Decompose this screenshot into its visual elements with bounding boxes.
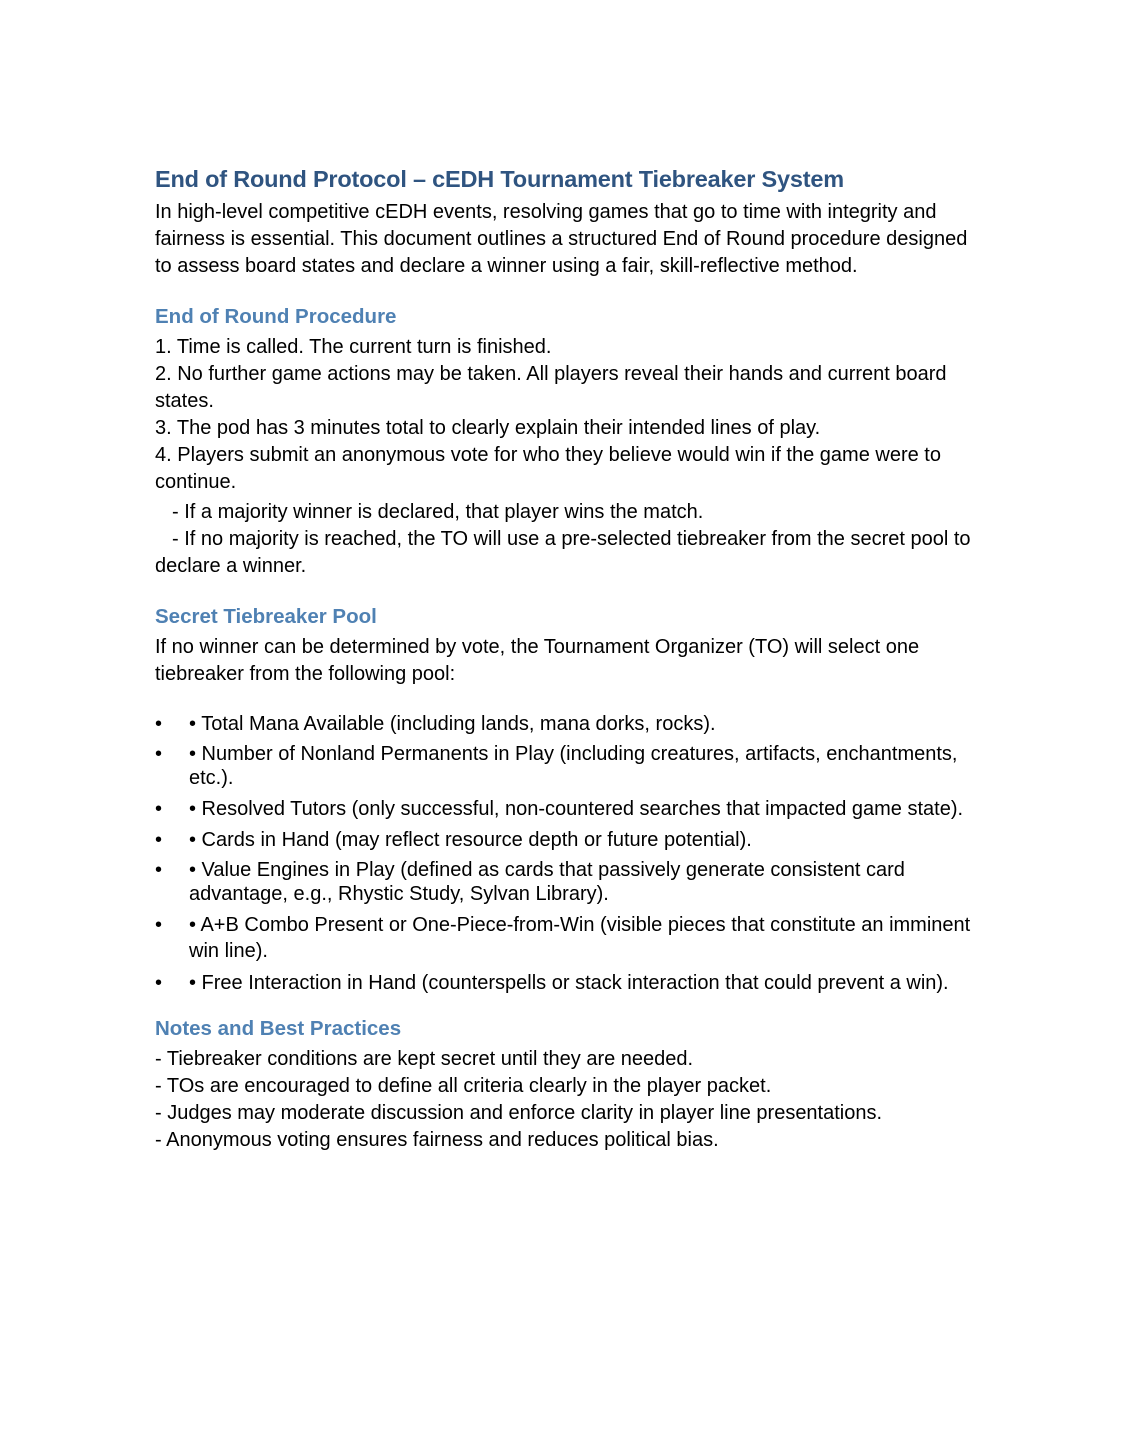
- tiebreaker-list: [155, 712, 975, 996]
- pool-intro: If no winner can be determined by vote, the Tournament Organizer (TO) will select one tiebreaker from the following pool:: [155, 636, 920, 685]
- note-item: - Judges may moderate discussion and enforce clarity in player line presentations.: [155, 1102, 883, 1124]
- list-item-text: • A+B Combo Present or One-Piece-from-Win (visible pieces that constitute an imminent win line).: [189, 914, 971, 962]
- bullet-icon: •: [155, 914, 163, 936]
- bullet-icon: •: [155, 972, 163, 994]
- intro-paragraph: In high-level competitive cEDH events, resolving games that go to time with integrity and fairness is essential. This document outlines a structured End of Round procedure designed to assess board states and declare a winner using a fair, skill-reflective method.: [155, 201, 968, 277]
- list-item-text: • Value Engines in Play (defined as cards that passively generate consistent card advantage, e.g., Rhystic Study, Sylvan Library).: [189, 859, 905, 905]
- list-item-text: • Number of Nonland Permanents in Play (including creatures, artifacts, enchantments, etc.).: [189, 743, 958, 789]
- bullet-icon: •: [155, 798, 163, 820]
- list-item: [155, 858, 975, 906]
- procedure-step: 1. Time is called. The current turn is finished.: [155, 336, 552, 358]
- procedure-heading: End of Round Procedure: [155, 305, 397, 328]
- procedure-sub-text: - If a majority winner is declared, that player wins the match.: [172, 501, 704, 523]
- list-item-text: • Resolved Tutors (only successful, non-countered searches that impacted game state).: [189, 798, 964, 820]
- notes-heading: Notes and Best Practices: [155, 1017, 402, 1040]
- list-item-text: • Free Interaction in Hand (counterspells or stack interaction that could prevent a win).: [189, 972, 949, 994]
- procedure-step: 2. No further game actions may be taken. All players reveal their hands and current board states.: [155, 363, 947, 412]
- bullet-icon: •: [155, 743, 163, 765]
- bullet-icon: •: [155, 829, 163, 851]
- document-page: [155, 163, 975, 1154]
- notes-list: [155, 1046, 975, 1154]
- document-title: End of Round Protocol – cEDH Tournament Tiebreaker System: [155, 166, 844, 192]
- note-item: - Anonymous voting ensures fairness and reduces political bias.: [155, 1129, 719, 1151]
- procedure-step: 4. Players submit an anonymous vote for who they believe would win if the game were to continue.: [155, 444, 941, 493]
- procedure-step: 3. The pod has 3 minutes total to clearly explain their intended lines of play.: [155, 417, 821, 439]
- pool-heading: Secret Tiebreaker Pool: [155, 605, 377, 628]
- list-item: [155, 712, 975, 736]
- note-item: - Tiebreaker conditions are kept secret until they are needed.: [155, 1048, 694, 1070]
- list-item: [155, 796, 975, 822]
- note-item: - TOs are encouraged to define all criteria clearly in the player packet.: [155, 1075, 772, 1097]
- list-item: [155, 742, 975, 790]
- procedure-sub-text: - If no majority is reached, the TO will use a pre-selected tiebreaker from the secret pool to declare a winner.: [155, 528, 971, 577]
- list-item-text: • Total Mana Available (including lands, mana dorks, rocks).: [189, 713, 716, 735]
- bullet-icon: •: [155, 713, 163, 735]
- procedure-sub-item: [155, 499, 975, 526]
- bullet-icon: •: [155, 859, 163, 881]
- list-item-text: • Cards in Hand (may reflect resource depth or future potential).: [189, 829, 752, 851]
- procedure-sub-item: [155, 526, 975, 580]
- list-item: [155, 970, 975, 996]
- list-item: [155, 828, 975, 852]
- procedure-steps: [155, 334, 975, 580]
- list-item: [155, 912, 975, 964]
